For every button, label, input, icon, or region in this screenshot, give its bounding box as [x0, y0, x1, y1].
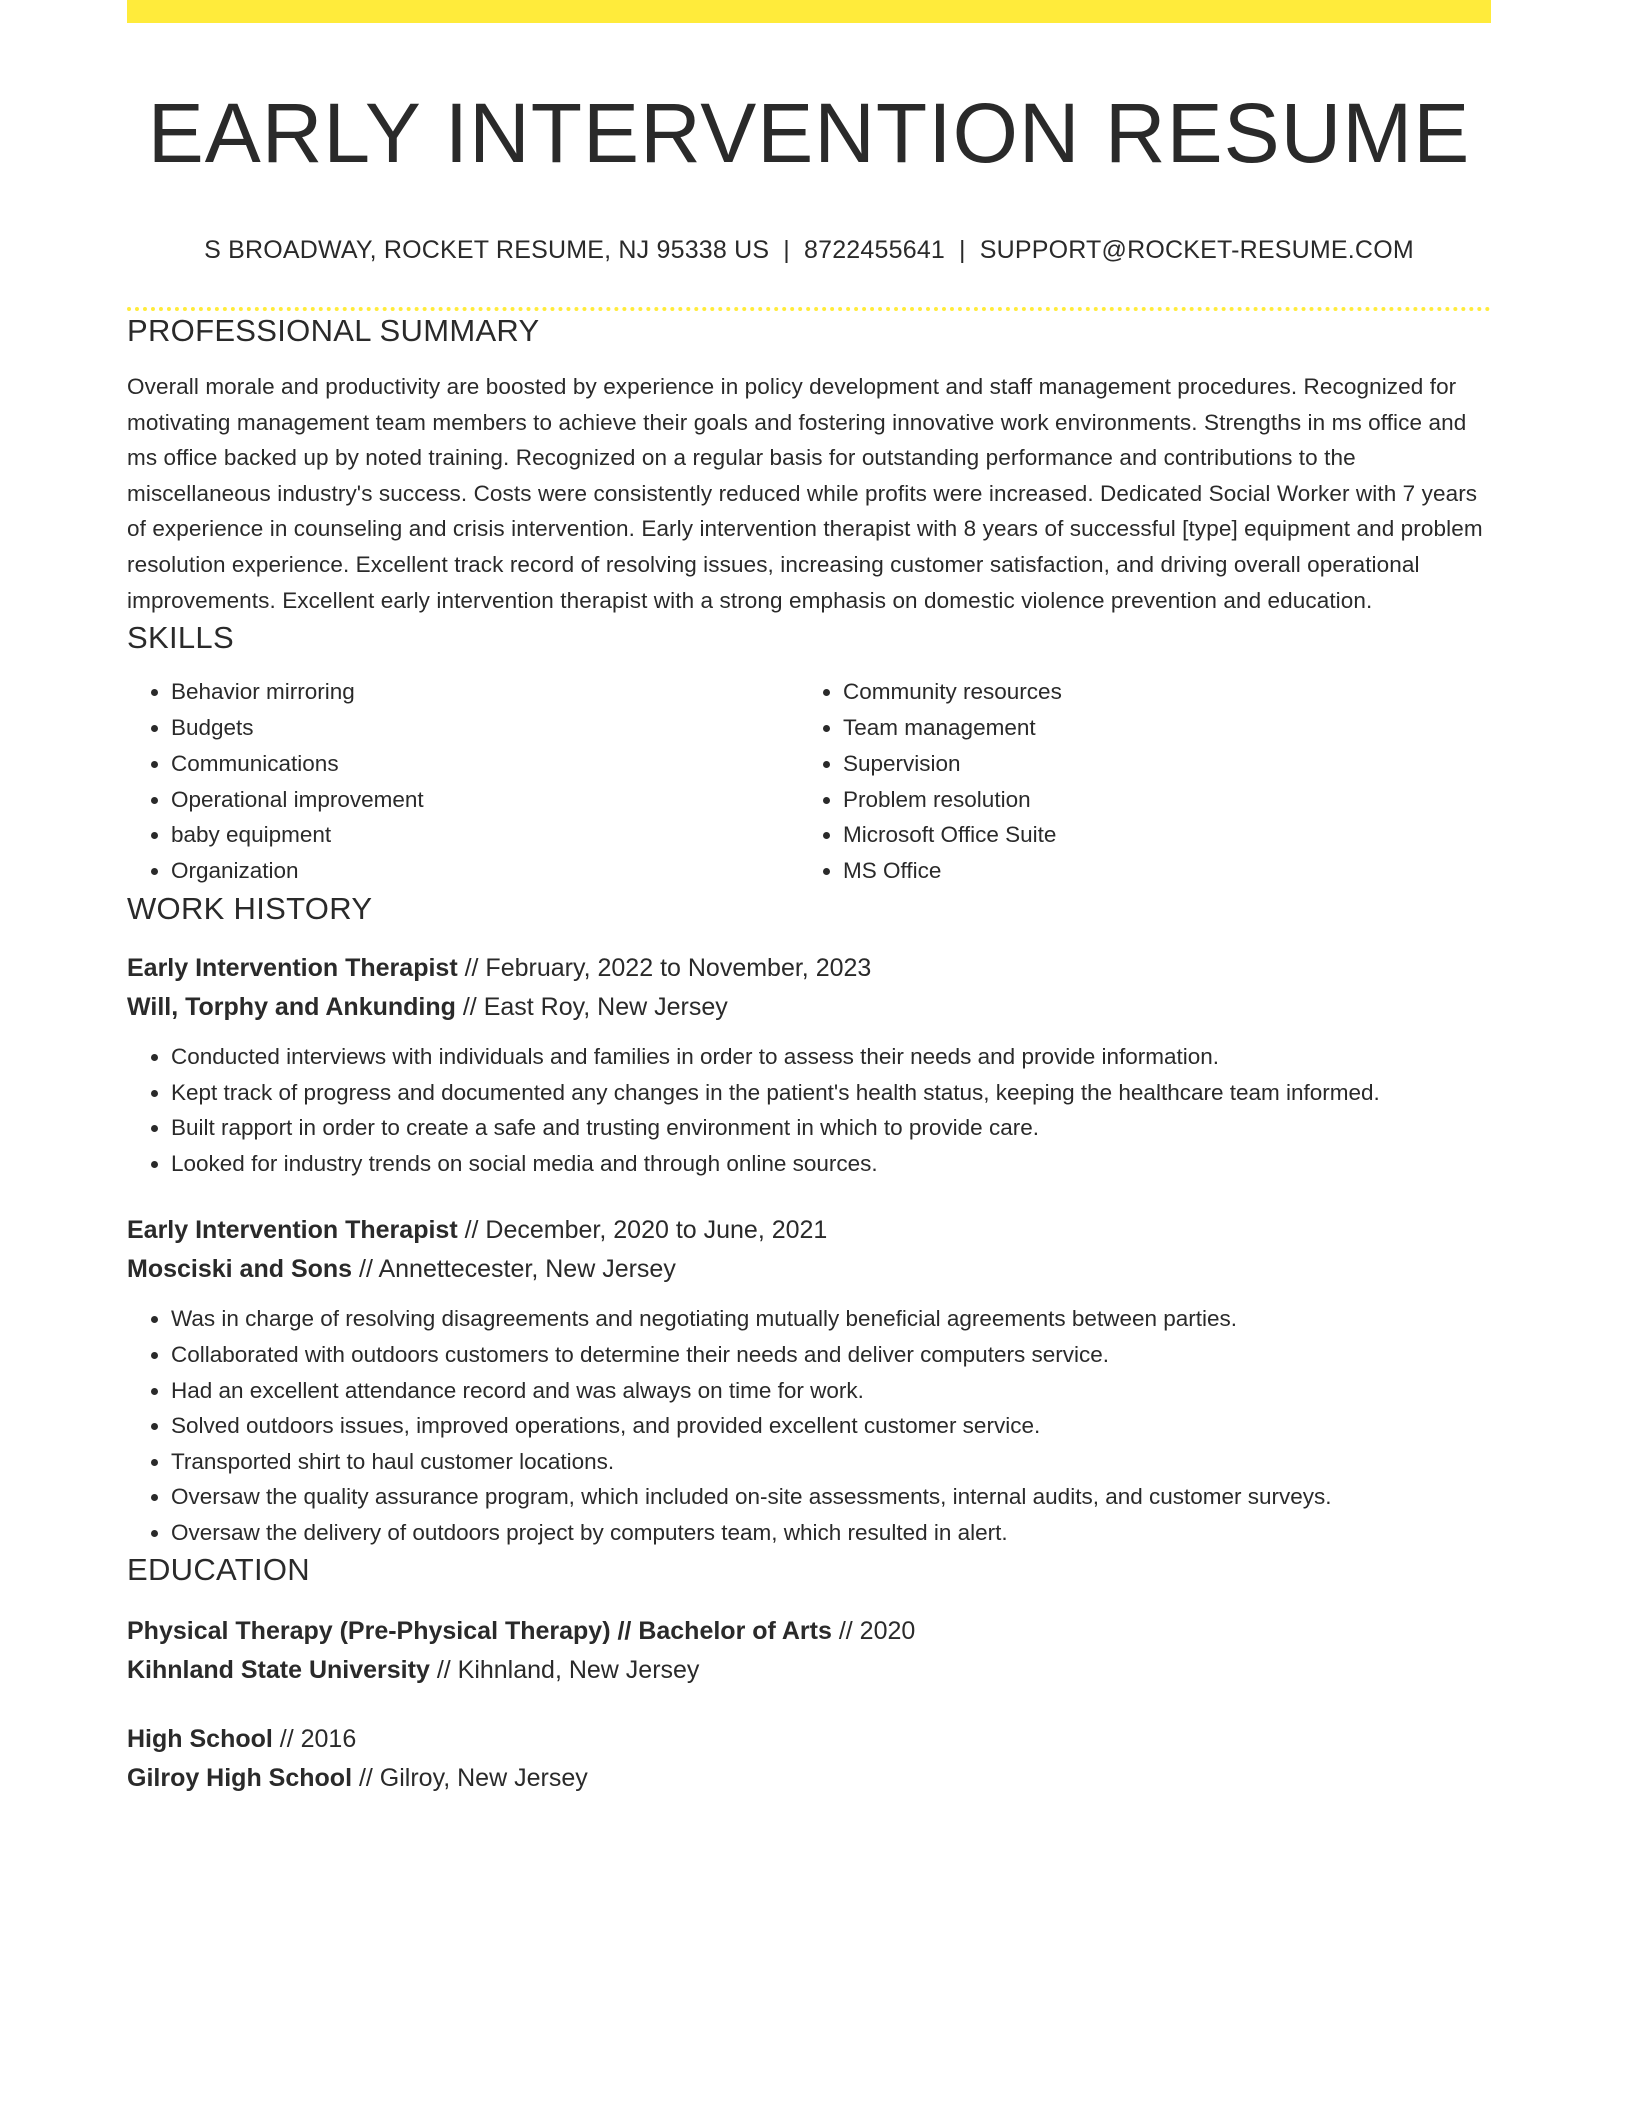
- skills-heading: SKILLS: [127, 620, 234, 656]
- job-entry: [127, 1211, 1491, 1550]
- skill-item: • Supervision: [843, 746, 1471, 782]
- job-company: Will, Torphy and Ankunding: [127, 992, 456, 1021]
- job-bullet: • Built rapport in order to create a safe and trusting environment in which to provide care.: [171, 1110, 1491, 1146]
- skills-column-right: [799, 674, 1471, 889]
- job-title-line: [127, 949, 1491, 988]
- job-bullet: • Looked for industry trends on social media and through online sources.: [171, 1146, 1491, 1182]
- education-location: // Kihnland, New Jersey: [436, 1656, 700, 1685]
- skills-column-left: [127, 674, 799, 889]
- job-bullet: • Solved outdoors issues, improved operations, and provided excellent customer service.: [171, 1408, 1491, 1444]
- job-company-line: [127, 988, 1491, 1027]
- contact-phone: 8722455641: [803, 236, 946, 264]
- summary-text: Overall morale and productivity are boosted by experience in policy development and staff management procedures. Recognized for motivating management team members to achieve their goals and fostering innovative work environments. Strengths in ms office and ms office backed up by noted training. Recognized on a regular basis for outstanding performance and contributions to the miscellaneous industry's success. Costs were consistently reduced while profits were increased. Dedicated Social Worker with 7 years of experience in counseling and crisis intervention. Early intervention therapist with 8 years of successful [type] equipment and problem resolution experience. Excellent track record of resolving issues, increasing customer satisfaction, and driving overall operational improvements. Excellent early intervention therapist with a strong emphasis on domestic violence prevention and education.: [127, 374, 1483, 613]
- job-bullet: • Had an excellent attendance record and was always on time for work.: [171, 1373, 1491, 1409]
- resume-page: [127, 0, 1491, 1798]
- contact-line: [127, 235, 1491, 265]
- resume-title: EARLY INTERVENTION RESUME: [147, 86, 1471, 180]
- skill-item: • Communications: [171, 746, 799, 782]
- skill-item: • Microsoft Office Suite: [843, 817, 1471, 853]
- job-location: // East Roy, New Jersey: [462, 992, 728, 1021]
- contact-address: S BROADWAY, ROCKET RESUME, NJ 95338 US: [204, 236, 770, 264]
- job-entry: [127, 949, 1491, 1181]
- job-bullets: [127, 1301, 1491, 1550]
- education-heading: EDUCATION: [127, 1552, 310, 1588]
- contact-separator: |: [783, 236, 790, 264]
- job-bullet: • Kept track of progress and documented any changes in the patient's health status, keeping the healthcare team informed.: [171, 1075, 1491, 1111]
- job-company-line: [127, 1250, 1491, 1289]
- job-title-line: [127, 1211, 1491, 1250]
- education-school: Gilroy High School: [127, 1764, 353, 1793]
- skill-item: • Problem resolution: [843, 782, 1471, 818]
- work-history-heading: WORK HISTORY: [127, 890, 373, 926]
- accent-top-bar: [127, 0, 1491, 23]
- job-bullet: • Transported shirt to haul customer locations.: [171, 1444, 1491, 1480]
- education-school: Kihnland State University: [127, 1656, 430, 1685]
- skill-item: • Organization: [171, 853, 799, 889]
- education-year: // 2016: [279, 1725, 357, 1754]
- job-company: Mosciski and Sons: [127, 1255, 353, 1284]
- education-school-line: [127, 1759, 1491, 1798]
- education-degree: High School: [127, 1725, 273, 1754]
- education-degree: Physical Therapy (Pre-Physical Therapy) // Bachelor of Arts: [127, 1617, 832, 1646]
- skill-item: • baby equipment: [171, 817, 799, 853]
- job-bullet: • Conducted interviews with individuals and families in order to assess their needs and provide information.: [171, 1039, 1491, 1075]
- education-degree-line: [127, 1612, 1491, 1651]
- education-year: // 2020: [838, 1617, 916, 1646]
- job-role: Early Intervention Therapist: [127, 1216, 458, 1245]
- job-bullets: [127, 1039, 1491, 1181]
- education-degree-line: [127, 1720, 1491, 1759]
- skill-item: • Team management: [843, 710, 1471, 746]
- skill-item: • Community resources: [843, 674, 1471, 710]
- skill-item: • Operational improvement: [171, 782, 799, 818]
- job-dates: // February, 2022 to November, 2023: [464, 953, 872, 982]
- job-bullet: • Was in charge of resolving disagreements and negotiating mutually beneficial agreements between parties.: [171, 1301, 1491, 1337]
- skill-item: • Budgets: [171, 710, 799, 746]
- education-entry: [127, 1720, 1491, 1798]
- job-location: // Annettecester, New Jersey: [359, 1255, 676, 1284]
- job-bullet: • Oversaw the delivery of outdoors project by computers team, which resulted in alert.: [171, 1515, 1491, 1551]
- job-dates: // December, 2020 to June, 2021: [464, 1216, 828, 1245]
- skill-item: • Behavior mirroring: [171, 674, 799, 710]
- education-entry: [127, 1612, 1491, 1690]
- summary-heading: PROFESSIONAL SUMMARY: [127, 313, 540, 348]
- skills-list: [127, 674, 1491, 889]
- skill-item: • MS Office: [843, 853, 1471, 889]
- contact-email: SUPPORT@ROCKET-RESUME.COM: [979, 236, 1414, 264]
- education-school-line: [127, 1651, 1491, 1690]
- job-role: Early Intervention Therapist: [127, 953, 458, 982]
- job-bullet: • Oversaw the quality assurance program, which included on-site assessments, internal audits, and customer surveys.: [171, 1479, 1491, 1515]
- education-location: // Gilroy, New Jersey: [358, 1764, 588, 1793]
- job-bullet: • Collaborated with outdoors customers to determine their needs and deliver computers service.: [171, 1337, 1491, 1373]
- contact-separator: |: [959, 236, 966, 264]
